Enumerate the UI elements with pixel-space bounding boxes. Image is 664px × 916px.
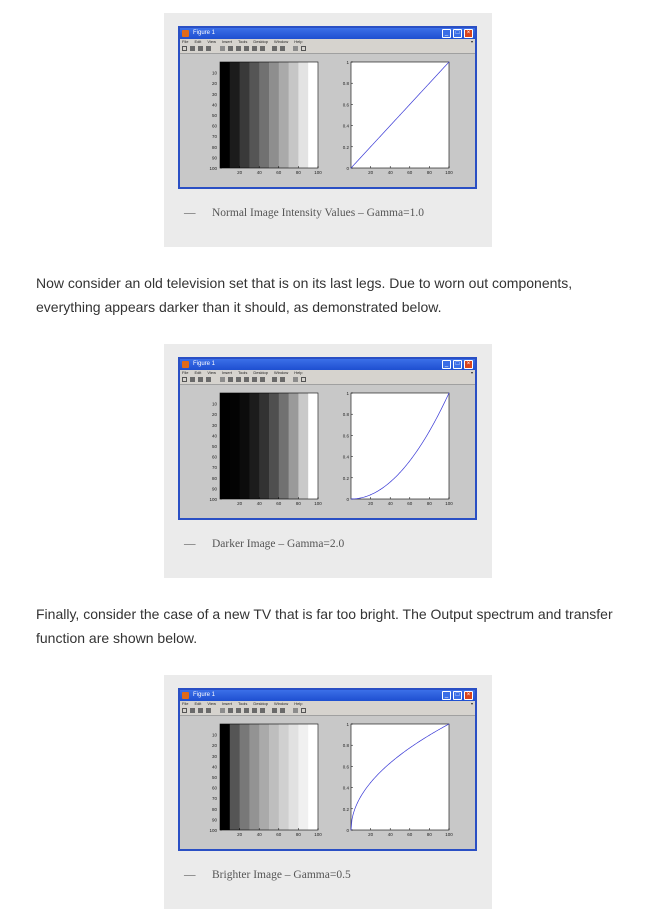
intensity-band	[230, 393, 240, 499]
y-tick-label: 0.4	[342, 123, 349, 129]
menu-desktop[interactable]: Desktop	[253, 701, 269, 706]
rotate-icon[interactable]	[252, 46, 257, 51]
x-tick-label: 100	[314, 832, 322, 837]
data-point	[390, 763, 391, 764]
x-tick-label: 80	[295, 832, 301, 837]
data-point	[351, 168, 352, 169]
intensity-image-plot	[209, 724, 322, 837]
matlab-app-icon	[182, 692, 189, 699]
window-title: Figure 1	[193, 692, 216, 698]
zoom-in-icon[interactable]	[228, 708, 233, 713]
intensity-band	[279, 393, 289, 499]
menu-edit[interactable]: Edit	[194, 39, 202, 44]
print-icon[interactable]	[206, 377, 211, 382]
y-tick-label: 70	[211, 134, 217, 140]
data-point	[449, 724, 450, 725]
figure-window	[178, 26, 477, 189]
y-tick-label: 100	[209, 828, 217, 833]
intensity-band	[259, 393, 269, 499]
x-tick-label: 100	[314, 501, 322, 506]
figure-normal	[164, 13, 492, 247]
data-point	[380, 136, 381, 137]
minimize-icon[interactable]: _	[442, 29, 451, 38]
arrow-icon[interactable]	[220, 708, 225, 713]
data-point	[380, 772, 381, 773]
data-point	[370, 494, 371, 495]
data-point	[429, 735, 430, 736]
new-file-icon[interactable]	[182, 46, 187, 51]
menu-arrow-icon[interactable]: ▾	[470, 701, 473, 706]
intensity-band	[298, 62, 308, 168]
toolbar	[180, 707, 475, 716]
data-point	[419, 741, 420, 742]
close-icon[interactable]: ×	[464, 29, 473, 38]
maximize-icon[interactable]: □	[453, 29, 462, 38]
y-tick-label: 30	[211, 753, 217, 759]
minimize-icon[interactable]: _	[442, 691, 451, 700]
data-point	[409, 460, 410, 461]
intensity-band	[289, 393, 299, 499]
intensity-band	[269, 393, 279, 499]
paragraph-darker: Now consider an old television set that is on its last legs. Due to worn out components, everything appears darker than it should, as demonstrated below.	[36, 275, 573, 315]
y-tick-label: 0.4	[342, 454, 349, 460]
print-icon[interactable]	[206, 46, 211, 51]
arrow-icon[interactable]	[220, 377, 225, 382]
x-tick-label: 100	[445, 832, 453, 837]
transfer-function-plot	[343, 722, 454, 837]
zoom-in-icon[interactable]	[228, 46, 233, 51]
x-tick-label: 60	[407, 832, 413, 837]
y-tick-label: 0.6	[342, 764, 349, 770]
x-tick-label: 20	[368, 832, 374, 837]
data-point	[409, 104, 410, 105]
intensity-band	[240, 393, 250, 499]
y-tick-label: 60	[211, 785, 217, 791]
data-cursor-icon[interactable]	[260, 708, 265, 713]
menu-desktop[interactable]: Desktop	[253, 370, 269, 375]
menu-help[interactable]: Help	[294, 370, 303, 375]
line-axes-frame	[351, 393, 449, 499]
y-tick-label: 40	[211, 764, 217, 770]
y-tick-label: 90	[211, 486, 217, 492]
intensity-band	[269, 62, 279, 168]
y-tick-label: 0.2	[342, 806, 349, 812]
y-tick-label: 1	[346, 722, 349, 727]
legend-icon[interactable]	[280, 708, 285, 713]
intensity-band	[279, 62, 289, 168]
y-tick-label: 0	[346, 497, 349, 502]
hide-plot-icon[interactable]	[293, 46, 298, 51]
plots-area	[180, 716, 475, 849]
caption-dash: —	[184, 538, 196, 550]
intensity-band	[259, 62, 269, 168]
y-tick-label: 60	[211, 123, 217, 129]
intensity-band	[308, 724, 318, 830]
zoom-in-icon[interactable]	[228, 377, 233, 382]
menu-tools[interactable]: Tools	[237, 39, 248, 44]
minimize-icon[interactable]: _	[442, 360, 451, 369]
y-tick-label: 1	[346, 391, 349, 396]
caption-dash: —	[184, 869, 196, 881]
menu-view[interactable]: View	[207, 370, 216, 375]
intensity-band	[308, 393, 318, 499]
transfer-function-plot	[343, 391, 454, 506]
window-titlebar[interactable]	[180, 690, 475, 701]
data-cursor-icon[interactable]	[260, 377, 265, 382]
caption-dash: —	[184, 207, 196, 219]
y-tick-label: 80	[211, 144, 217, 150]
menu-edit[interactable]: Edit	[194, 370, 202, 375]
y-tick-label: 0.4	[342, 785, 349, 791]
open-icon[interactable]	[190, 377, 195, 382]
intensity-band	[249, 393, 259, 499]
intensity-band	[289, 724, 299, 830]
colorbar-icon[interactable]	[272, 377, 277, 382]
x-tick-label: 60	[276, 832, 282, 837]
hide-plot-icon[interactable]	[293, 708, 298, 713]
x-tick-label: 40	[387, 170, 393, 175]
intensity-image-plot	[209, 62, 322, 175]
x-tick-label: 20	[237, 170, 243, 175]
menu-help[interactable]: Help	[294, 39, 303, 44]
pan-icon[interactable]	[244, 377, 249, 382]
intensity-band	[269, 724, 279, 830]
paragraph-brighter: Finally, consider the case of a new TV that is far too bright. The Output spectrum and transfer function are shown below.	[36, 606, 613, 646]
figure-darker	[164, 344, 492, 578]
figure-window	[178, 357, 477, 520]
colorbar-icon[interactable]	[272, 708, 277, 713]
figure-caption	[184, 538, 344, 550]
y-tick-label: 0.8	[342, 412, 349, 418]
print-icon[interactable]	[206, 708, 211, 713]
x-tick-label: 20	[368, 501, 374, 506]
menu-window[interactable]: Window	[274, 39, 289, 44]
menu-insert[interactable]: Insert	[221, 370, 232, 375]
y-tick-label: 70	[211, 796, 217, 802]
menu-view[interactable]: View	[207, 701, 216, 706]
data-point	[419, 93, 420, 94]
x-tick-label: 20	[237, 832, 243, 837]
legend-icon[interactable]	[280, 46, 285, 51]
save-icon[interactable]	[198, 708, 203, 713]
figure-caption	[184, 207, 424, 219]
x-tick-label: 80	[295, 501, 301, 506]
intensity-band	[230, 62, 240, 168]
data-point	[429, 83, 430, 84]
x-tick-label: 100	[445, 501, 453, 506]
open-icon[interactable]	[190, 46, 195, 51]
data-point	[390, 482, 391, 483]
x-tick-label: 80	[295, 170, 301, 175]
close-icon[interactable]: ×	[464, 360, 473, 369]
y-tick-label: 30	[211, 91, 217, 97]
intensity-band	[279, 724, 289, 830]
menu-window[interactable]: Window	[274, 701, 289, 706]
menu-insert[interactable]: Insert	[221, 701, 232, 706]
y-tick-label: 10	[211, 732, 217, 738]
intensity-band	[240, 724, 250, 830]
caption-text: Normal Image Intensity Values – Gamma=1.0	[212, 207, 424, 219]
toolbar	[180, 376, 475, 385]
intensity-band	[259, 724, 269, 830]
intensity-band	[308, 62, 318, 168]
x-tick-label: 60	[407, 170, 413, 175]
colorbar-icon[interactable]	[272, 46, 277, 51]
data-point	[360, 498, 361, 499]
toolbar	[180, 45, 475, 54]
intensity-band	[289, 62, 299, 168]
new-file-icon[interactable]	[182, 708, 187, 713]
caption-text: Brighter Image – Gamma=0.5	[212, 869, 351, 881]
window-titlebar[interactable]	[180, 28, 475, 39]
intensity-band	[249, 62, 259, 168]
x-tick-label: 20	[368, 170, 374, 175]
y-tick-label: 0	[346, 828, 349, 833]
figure-window	[178, 688, 477, 851]
menu-file[interactable]: File	[182, 370, 189, 375]
intensity-band	[298, 393, 308, 499]
data-point	[409, 748, 410, 749]
y-tick-label: 50	[211, 775, 217, 780]
save-icon[interactable]	[198, 377, 203, 382]
x-tick-label: 80	[426, 832, 432, 837]
rotate-icon[interactable]	[252, 708, 257, 713]
figure-brighter	[164, 675, 492, 909]
x-tick-label: 40	[387, 832, 393, 837]
menu-file[interactable]: File	[182, 39, 189, 44]
y-tick-label: 0.8	[342, 743, 349, 749]
caption-text: Darker Image – Gamma=2.0	[212, 538, 345, 550]
y-tick-label: 20	[211, 412, 217, 418]
x-tick-label: 80	[426, 170, 432, 175]
data-point	[439, 413, 440, 414]
x-tick-label: 60	[276, 170, 282, 175]
y-tick-label: 90	[211, 155, 217, 161]
plots-area	[180, 385, 475, 518]
new-file-icon[interactable]	[182, 377, 187, 382]
data-point	[419, 447, 420, 448]
data-point	[449, 62, 450, 63]
x-tick-label: 20	[237, 501, 243, 506]
y-tick-label: 0.8	[342, 81, 349, 87]
transfer-function-plot	[343, 60, 454, 175]
y-tick-label: 10	[211, 70, 217, 76]
y-tick-label: 40	[211, 102, 217, 108]
y-tick-label: 80	[211, 475, 217, 481]
y-tick-label: 100	[209, 166, 217, 171]
data-point	[370, 146, 371, 147]
data-point	[429, 431, 430, 432]
data-point	[400, 115, 401, 116]
data-point	[439, 729, 440, 730]
menu-file[interactable]: File	[182, 701, 189, 706]
y-tick-label: 1	[346, 60, 349, 65]
data-point	[370, 782, 371, 783]
x-tick-label: 60	[407, 501, 413, 506]
intensity-image-plot	[209, 393, 322, 506]
y-tick-label: 80	[211, 806, 217, 812]
y-tick-label: 60	[211, 454, 217, 460]
zoom-out-icon[interactable]	[236, 377, 241, 382]
y-tick-label: 0.2	[342, 475, 349, 481]
x-tick-label: 100	[314, 170, 322, 175]
hide-plot-icon[interactable]	[293, 377, 298, 382]
open-icon[interactable]	[190, 708, 195, 713]
show-plot-icon[interactable]	[301, 708, 306, 713]
menu-view[interactable]: View	[207, 39, 216, 44]
y-tick-label: 0	[346, 166, 349, 171]
y-tick-label: 50	[211, 444, 217, 449]
y-tick-label: 0.6	[342, 102, 349, 108]
data-point	[360, 157, 361, 158]
x-tick-label: 100	[445, 170, 453, 175]
data-point	[390, 125, 391, 126]
legend-icon[interactable]	[280, 377, 285, 382]
intensity-band	[249, 724, 259, 830]
y-tick-label: 70	[211, 465, 217, 471]
data-point	[351, 499, 352, 500]
y-tick-label: 50	[211, 113, 217, 118]
menu-arrow-icon[interactable]: ▾	[470, 370, 473, 375]
x-tick-label: 60	[276, 501, 282, 506]
plots-area	[180, 54, 475, 187]
menu-edit[interactable]: Edit	[194, 701, 202, 706]
data-point	[439, 72, 440, 73]
menu-insert[interactable]: Insert	[221, 39, 232, 44]
maximize-icon[interactable]: □	[453, 360, 462, 369]
intensity-band	[298, 724, 308, 830]
data-point	[380, 489, 381, 490]
y-tick-label: 20	[211, 81, 217, 87]
matlab-app-icon	[182, 361, 189, 368]
menu-desktop[interactable]: Desktop	[253, 39, 269, 44]
y-tick-label: 30	[211, 422, 217, 428]
matlab-app-icon	[182, 30, 189, 37]
show-plot-icon[interactable]	[301, 46, 306, 51]
data-point	[400, 755, 401, 756]
x-tick-label: 40	[256, 501, 262, 506]
rotate-icon[interactable]	[252, 377, 257, 382]
y-tick-label: 40	[211, 433, 217, 439]
window-title: Figure 1	[193, 30, 216, 36]
data-point	[360, 796, 361, 797]
data-cursor-icon[interactable]	[260, 46, 265, 51]
data-point	[351, 830, 352, 831]
menu-window[interactable]: Window	[274, 370, 289, 375]
x-tick-label: 80	[426, 501, 432, 506]
close-icon[interactable]: ×	[464, 691, 473, 700]
data-point	[400, 472, 401, 473]
zoom-out-icon[interactable]	[236, 708, 241, 713]
menu-arrow-icon[interactable]: ▾	[470, 39, 473, 44]
y-tick-label: 10	[211, 401, 217, 407]
pan-icon[interactable]	[244, 708, 249, 713]
intensity-band	[230, 724, 240, 830]
x-tick-label: 40	[256, 832, 262, 837]
data-point	[449, 393, 450, 394]
menu-tools[interactable]: Tools	[237, 370, 248, 375]
line-axes-frame	[351, 724, 449, 830]
figure-caption	[184, 869, 351, 881]
y-tick-label: 0.6	[342, 433, 349, 439]
show-plot-icon[interactable]	[301, 377, 306, 382]
y-tick-label: 0.2	[342, 144, 349, 150]
menu-tools[interactable]: Tools	[237, 701, 248, 706]
y-tick-label: 20	[211, 743, 217, 749]
arrow-icon[interactable]	[220, 46, 225, 51]
pan-icon[interactable]	[244, 46, 249, 51]
maximize-icon[interactable]: □	[453, 691, 462, 700]
window-title: Figure 1	[193, 361, 216, 367]
x-tick-label: 40	[387, 501, 393, 506]
y-tick-label: 90	[211, 817, 217, 823]
x-tick-label: 40	[256, 170, 262, 175]
window-titlebar[interactable]	[180, 359, 475, 370]
menu-help[interactable]: Help	[294, 701, 303, 706]
intensity-band	[240, 62, 250, 168]
y-tick-label: 100	[209, 497, 217, 502]
zoom-out-icon[interactable]	[236, 46, 241, 51]
save-icon[interactable]	[198, 46, 203, 51]
